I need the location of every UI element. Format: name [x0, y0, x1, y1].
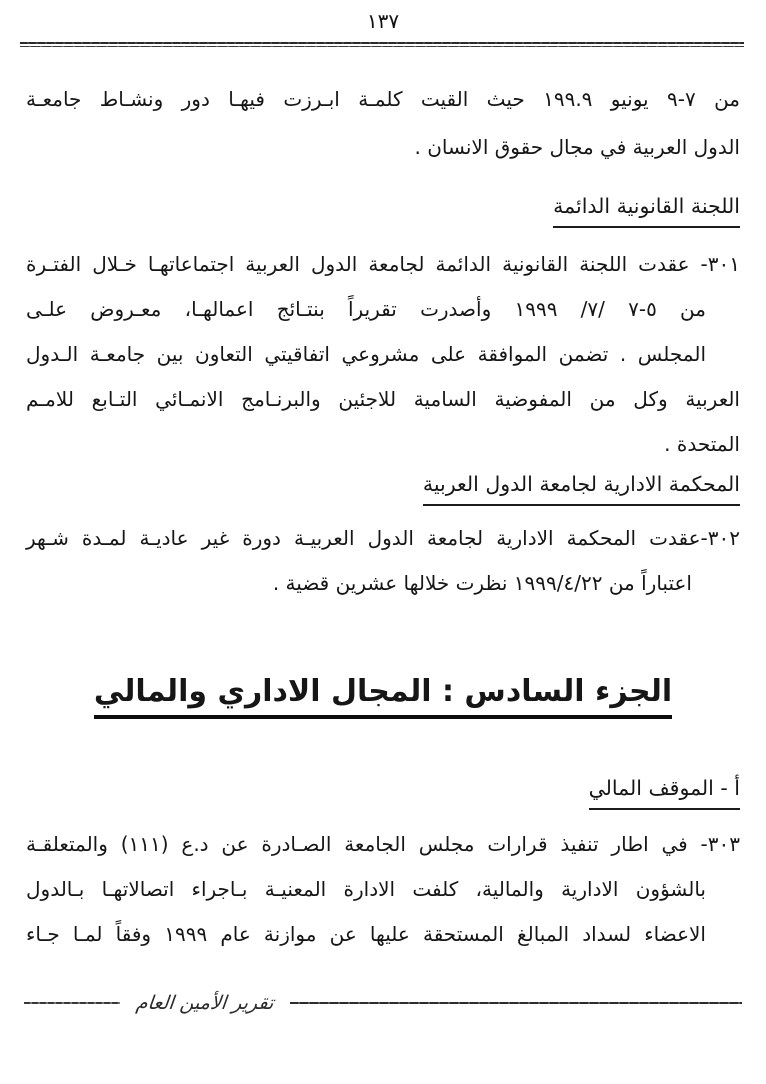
paragraph-301-line-1: ٣٠١- عقدت اللجنة القانونية الدائمة لجامعة الدول العربية اجتماعاتهـا خـلال الفتـرة: [26, 252, 740, 276]
paragraph-intro: [26, 75, 740, 171]
page-content: [0, 75, 766, 957]
intro-line-1: من ٧-٩ يونيو ١٩٩.٩ حيث القيت كلمـة ابـرزت فيهـا دور ونشـاط جامعـة: [26, 87, 741, 111]
footer-handwritten-note: تقرير الأمين العام: [134, 992, 275, 1014]
header-divider-bottom-rule: [20, 46, 744, 47]
paragraph-303-line-3: الاعضاء لسداد المبالغ المستحقة عليها عن موازنة عام ١٩٩٩ وفقاً لمـا جـاء: [26, 922, 706, 946]
page-footer: [24, 992, 742, 1014]
footer-long-rule: [290, 1002, 742, 1004]
paragraph-301: [26, 242, 740, 467]
paragraph-303-line-2: بالشؤون الادارية والمالية، كلفت الادارة المعنيـة بـاجراء اتصالاتهـا بـالدول: [26, 877, 706, 901]
footer-short-rule: [24, 1002, 120, 1004]
header-divider: [20, 42, 744, 47]
intro-line-2: الدول العربية في مجال حقوق الانسان .: [414, 135, 740, 159]
section-heading-legal-committee: [26, 191, 740, 228]
paragraph-301-line-2: من ٥-٧ /٧/ ١٩٩٩ وأصدرت تقريراً بنتـائج اعمالهـا، معـروض علـى: [26, 297, 706, 321]
paragraph-303-line-1: ٣٠٣- في اطار تنفيذ قرارات مجلس الجامعة الصـادرة عن د.ع (١١١) والمتعلقـة: [26, 832, 740, 856]
paragraph-302: [26, 516, 740, 606]
part-six-heading-text: الجزء السادس : المجال الاداري والمالي: [94, 674, 672, 719]
section-heading-administrative-court: [26, 469, 740, 506]
paragraph-301-line-4: العربية وكل من المفوضية السامية للاجئين والبرنـامج الانمـائي التـابع للامـم: [26, 387, 740, 411]
part-six-heading: [26, 674, 740, 719]
section-heading-legal-committee-text: اللجنة القانونية الدائمة: [553, 191, 740, 228]
section-heading-financial-position-text: أ - الموقف المالي: [589, 773, 740, 810]
paragraph-301-line-3: المجلس . تضمن الموافقة على مشروعي اتفاقيتي التعاون بين جامعـة الـدول: [26, 342, 706, 366]
paragraph-302-line-2: اعتباراً من ١٩٩٩/٤/٢٢ نظرت خلالها عشرين قضية .: [272, 571, 692, 595]
page-number: ١٣٧: [366, 9, 400, 33]
paragraph-302-line-1: ٣٠٢-عقدت المحكمة الادارية لجامعة الدول العربيـة دورة غير عاديـة لمـدة شـهر: [26, 526, 740, 550]
section-heading-administrative-court-text: المحكمة الادارية لجامعة الدول العربية: [423, 469, 740, 506]
paragraph-303: [26, 822, 740, 957]
header-divider-top-rule: [20, 42, 744, 44]
paragraph-301-line-5: المتحدة .: [664, 432, 740, 456]
section-heading-financial-position: [26, 773, 740, 810]
